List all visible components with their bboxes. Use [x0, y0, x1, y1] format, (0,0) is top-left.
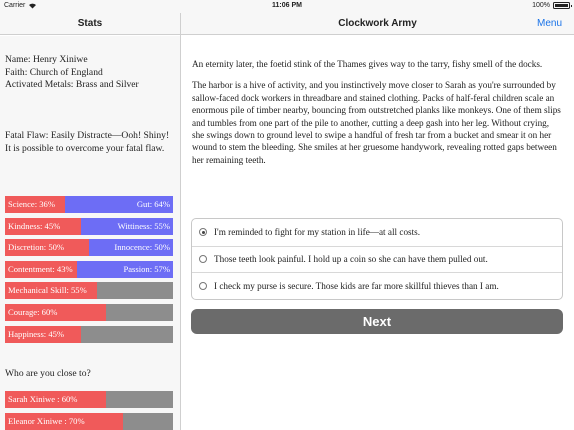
menu-button[interactable]: Menu — [536, 18, 562, 29]
profile-block — [5, 54, 175, 92]
split-divider — [180, 13, 181, 430]
opposed-stat-bar — [5, 261, 173, 278]
status-right — [532, 2, 570, 9]
right-stat-label: Passion: 57% — [123, 263, 170, 274]
game-nav-bar — [181, 13, 574, 35]
flaw-block — [5, 130, 175, 155]
stat-label: Mechanical Skill: 55% — [8, 285, 87, 296]
left-stat-label: Science: 36% — [8, 199, 56, 209]
left-stat-label: Kindness: 45% — [8, 220, 61, 231]
stats-nav-bar — [0, 13, 180, 35]
choice-option[interactable] — [192, 219, 562, 246]
relationship-label: Sarah Xiniwe : 60% — [8, 394, 78, 404]
fatal-flaw-note: It is possible to overcome your fatal flaw. — [5, 142, 165, 154]
clock: 11:06 PM — [272, 2, 302, 9]
relationships-heading: Who are you close to? — [5, 368, 91, 379]
status-bar — [0, 0, 574, 13]
profile-name: Name: Henry Xiniwe — [5, 54, 88, 65]
story-text — [192, 58, 562, 175]
game-title: Clockwork Army — [338, 18, 417, 29]
relationship-label: Eleanor Xiniwe : 70% — [8, 415, 85, 426]
stat-bars — [5, 196, 173, 347]
single-stat-bar — [5, 304, 173, 321]
opposed-stat-bar — [5, 218, 173, 235]
choice-list — [191, 218, 563, 300]
left-stat-label: Discretion: 50% — [8, 242, 65, 253]
choice-option[interactable] — [192, 272, 562, 299]
next-button[interactable]: Next — [191, 309, 563, 334]
stats-title: Stats — [77, 18, 103, 29]
carrier-label: Carrier — [4, 2, 26, 9]
right-stat-label: Innocence: 50% — [114, 242, 170, 253]
stat-label: Courage: 60% — [8, 306, 58, 317]
radio-icon[interactable] — [199, 255, 207, 263]
choice-label: I check my purse is secure. Those kids are far more skillful thieves than I am. — [214, 280, 499, 291]
choice-option[interactable] — [192, 246, 562, 273]
radio-icon[interactable] — [199, 282, 207, 290]
relationship-bars — [5, 391, 173, 430]
right-stat-label: Gut: 64% — [136, 199, 170, 209]
choice-label: Those teeth look painful. I hold up a coin so she can have them pulled out. — [214, 254, 488, 265]
opposed-stat-bar — [5, 239, 173, 256]
battery-icon — [553, 2, 570, 9]
profile-faith: Faith: Church of England — [5, 66, 103, 78]
radio-selected-icon[interactable] — [199, 228, 207, 236]
relationship-bar — [5, 413, 173, 430]
relationship-bar — [5, 391, 173, 408]
opposed-stat-bar — [5, 196, 173, 213]
single-stat-bar — [5, 282, 173, 299]
profile-metals: Activated Metals: Brass and Silver — [5, 79, 139, 90]
story-paragraph: An eternity later, the foetid stink of the Thames gives way to the tarry, fishy smell of the docks. — [192, 59, 543, 69]
right-stat-label: Wittiness: 55% — [117, 220, 170, 231]
stats-panel[interactable] — [0, 36, 180, 430]
left-stat-label: Contentment: 43% — [8, 263, 73, 274]
stat-label: Happiness: 45% — [8, 328, 65, 339]
fatal-flaw: Fatal Flaw: Easily Distracte—Ooh! Shiny! — [5, 130, 170, 141]
story-paragraph: The harbor is a hive of activity, and you instinctively move closer to Sarah as you're surrounded by sallow-faced dock workers in threadbare and stained clothing. Packs of half-feral children scale an enormous pile of timber nearby, bouncing from outstretched planks like monkeys. One of them slips and tumbles from one part of the pile to another, cutting a deep gash into her leg. Without crying, she swings down to ground level to swipe a handful of fresh tar from a bucket and smear it on her wound to stem the bleeding. She smiles at her gruesome handywork, revealing rotted gaps between her remaining teeth. — [192, 80, 561, 165]
battery-percent: 100% — [532, 2, 550, 9]
single-stat-bar — [5, 326, 173, 343]
choice-label: I'm reminded to fight for my station in life—at all costs. — [214, 227, 421, 238]
